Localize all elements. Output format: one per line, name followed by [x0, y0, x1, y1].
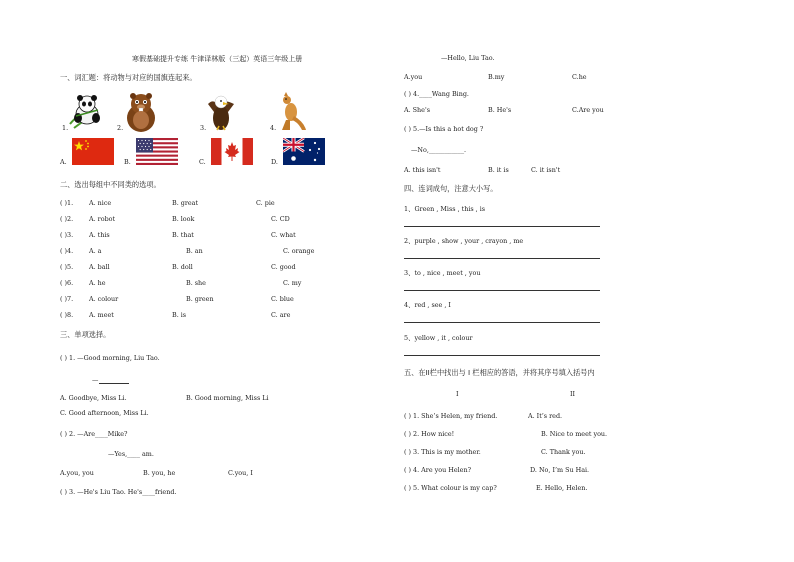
flag-letter-d: D. [271, 158, 278, 166]
s4-answer-line-5[interactable] [404, 355, 600, 356]
s2-row-4-a: A. a [89, 247, 102, 255]
s5-row-3-question: ( ) 3. This is my mother. [404, 448, 481, 456]
s2-row-7-paren: ( )7. [60, 295, 74, 303]
s3-q3-option-a: A.you [404, 73, 423, 81]
flag-letter-b: B. [124, 158, 131, 166]
s3-q5-option-b: B. it is [488, 166, 509, 174]
s3-q2-option-b: B. you, he [143, 469, 176, 477]
s2-row-1-b: B. great [172, 199, 199, 207]
s4-answer-line-4[interactable] [404, 322, 600, 323]
s5-row-3-answer: C. Thank you. [541, 448, 586, 456]
section-1-heading: 一、词汇题：将动物与对应的国旗连起来。 [60, 73, 197, 82]
flag-letter-c: C. [199, 158, 206, 166]
s3-q1-option-c: C. Good afternoon, Miss Li. [60, 409, 149, 417]
s3-question-2-reply: —Yes,____ am. [108, 450, 154, 458]
canada-flag-icon [211, 138, 253, 165]
beaver-icon [124, 92, 158, 134]
s5-row-1-answer: A. It’s red. [528, 412, 563, 420]
s2-row-8-c: C. are [271, 311, 291, 319]
s4-item-5: 5、yellow , it , colour [404, 334, 473, 342]
s5-row-5-question: ( ) 5. What colour is my cap? [404, 484, 497, 492]
australia-flag-icon [283, 138, 325, 165]
answer-blank-line [99, 383, 129, 384]
s3-q4-option-b: B. He's [488, 106, 512, 114]
s2-row-6-b: B. she [186, 279, 206, 287]
s5-row-2-question: ( ) 2. How nice! [404, 430, 455, 438]
s2-row-2-a: A. robot [89, 215, 116, 223]
s2-row-3-c: C. what [271, 231, 296, 239]
s2-row-5-b: B. doll [172, 263, 193, 271]
s3-q2-option-c: C.you, I [228, 469, 253, 477]
s3-question-3-reply: —Hello, Liu Tao. [441, 54, 495, 62]
s4-item-1: 1、Green , Miss , this , is [404, 205, 486, 213]
s2-row-8-b: B. is [172, 311, 187, 319]
s5-column-1-header: I [456, 390, 459, 398]
s3-question-5: ( ) 5.—Is this a hot dog ? [404, 125, 484, 133]
s3-question-1: ( ) 1. —Good morning, Liu Tao. [60, 354, 160, 362]
s2-row-3-a: A. this [89, 231, 110, 239]
s2-row-7-c: C. blue [271, 295, 294, 303]
s3-question-3: ( ) 3. —He's Liu Tao. He's____friend. [60, 488, 177, 496]
section-5-heading: 五、在II栏中找出与 I 栏相应的答语，并将其序号填入括号内 [404, 368, 595, 377]
s2-row-7-a: A. colour [89, 295, 119, 303]
section-4-heading: 四、连词成句，注意大小写。 [404, 184, 498, 193]
s2-row-6-c: C. my [283, 279, 302, 287]
s4-answer-line-1[interactable] [404, 226, 600, 227]
s2-row-6-paren: ( )6. [60, 279, 74, 287]
s4-item-3: 3、to , nice , meet , you [404, 269, 481, 277]
s4-item-2: 2、purple , show , your , crayon , me [404, 237, 524, 245]
s5-column-2-header: II [570, 390, 576, 398]
s3-q4-option-a: A. She's [404, 106, 430, 114]
s2-row-5-a: A. ball [89, 263, 110, 271]
s2-row-4-b: B. an [186, 247, 203, 255]
s4-answer-line-3[interactable] [404, 290, 600, 291]
s3-q2-option-a: A.you, you [60, 469, 94, 477]
s3-question-4: ( ) 4.____Wang Bing. [404, 90, 469, 98]
section-2-heading: 二、选出每组中不同类的选项。 [60, 180, 161, 189]
s3-q5-option-a: A. this isn't [404, 166, 441, 174]
page-title: 寒假基础提升专练 牛津译林版（三起）英语三年级上册 [132, 55, 303, 63]
s2-row-5-c: C. good [271, 263, 296, 271]
s2-row-3-b: B. that [172, 231, 194, 239]
s3-q1-option-a: A. Goodbye, Miss Li. [60, 394, 127, 402]
usa-flag-icon [136, 138, 178, 165]
s5-row-5-answer: E. Hello, Helen. [536, 484, 588, 492]
s3-q3-option-c: C.he [572, 73, 587, 81]
s2-row-1-paren: ( )1. [60, 199, 74, 207]
s2-row-4-paren: ( )4. [60, 247, 74, 255]
s2-row-6-a: A. he [89, 279, 106, 287]
s2-row-2-paren: ( )2. [60, 215, 74, 223]
kangaroo-icon [276, 92, 306, 132]
s3-q1-option-b: B. Good morning, Miss Li [186, 394, 269, 402]
s2-row-1-a: A. nice [89, 199, 112, 207]
s5-row-4-answer: D. No, I’m Su Hai. [530, 466, 590, 474]
s4-item-4: 4、red , see , I [404, 301, 451, 309]
s2-row-5-paren: ( )5. [60, 263, 74, 271]
s2-row-2-c: C. CD [271, 215, 290, 223]
s3-question-1-dash: — [92, 376, 99, 384]
china-flag-icon [72, 138, 114, 165]
s5-row-1-question: ( ) 1. She’s Helen, my friend. [404, 412, 498, 420]
s3-question-5-reply: —No,___________. [411, 146, 467, 154]
animal-number-4: 4. [270, 124, 277, 132]
s3-q4-option-c: C.Are you [572, 106, 604, 114]
s3-q5-option-c: C. it isn't [531, 166, 561, 174]
animal-number-2: 2. [117, 124, 124, 132]
panda-icon [68, 94, 106, 130]
animal-number-3: 3. [200, 124, 207, 132]
s3-q3-option-b: B.my [488, 73, 505, 81]
s2-row-8-a: A. meet [89, 311, 114, 319]
s5-row-2-answer: B. Nice to meet you. [541, 430, 608, 438]
s2-row-1-c: C. pie [256, 199, 275, 207]
s2-row-3-paren: ( )3. [60, 231, 74, 239]
s4-answer-line-2[interactable] [404, 258, 600, 259]
section-3-heading: 三、单项选择。 [60, 330, 111, 339]
flag-letter-a: A. [60, 158, 67, 166]
s2-row-7-b: B. green [186, 295, 214, 303]
animal-number-1: 1. [62, 124, 69, 132]
s2-row-8-paren: ( )8. [60, 311, 74, 319]
s3-question-2: ( ) 2. —Are____Mike? [60, 430, 128, 438]
s2-row-2-b: B. look [172, 215, 195, 223]
s2-row-4-c: C. orange [283, 247, 315, 255]
s5-row-4-question: ( ) 4. Are you Helen? [404, 466, 471, 474]
eagle-icon [206, 92, 236, 132]
